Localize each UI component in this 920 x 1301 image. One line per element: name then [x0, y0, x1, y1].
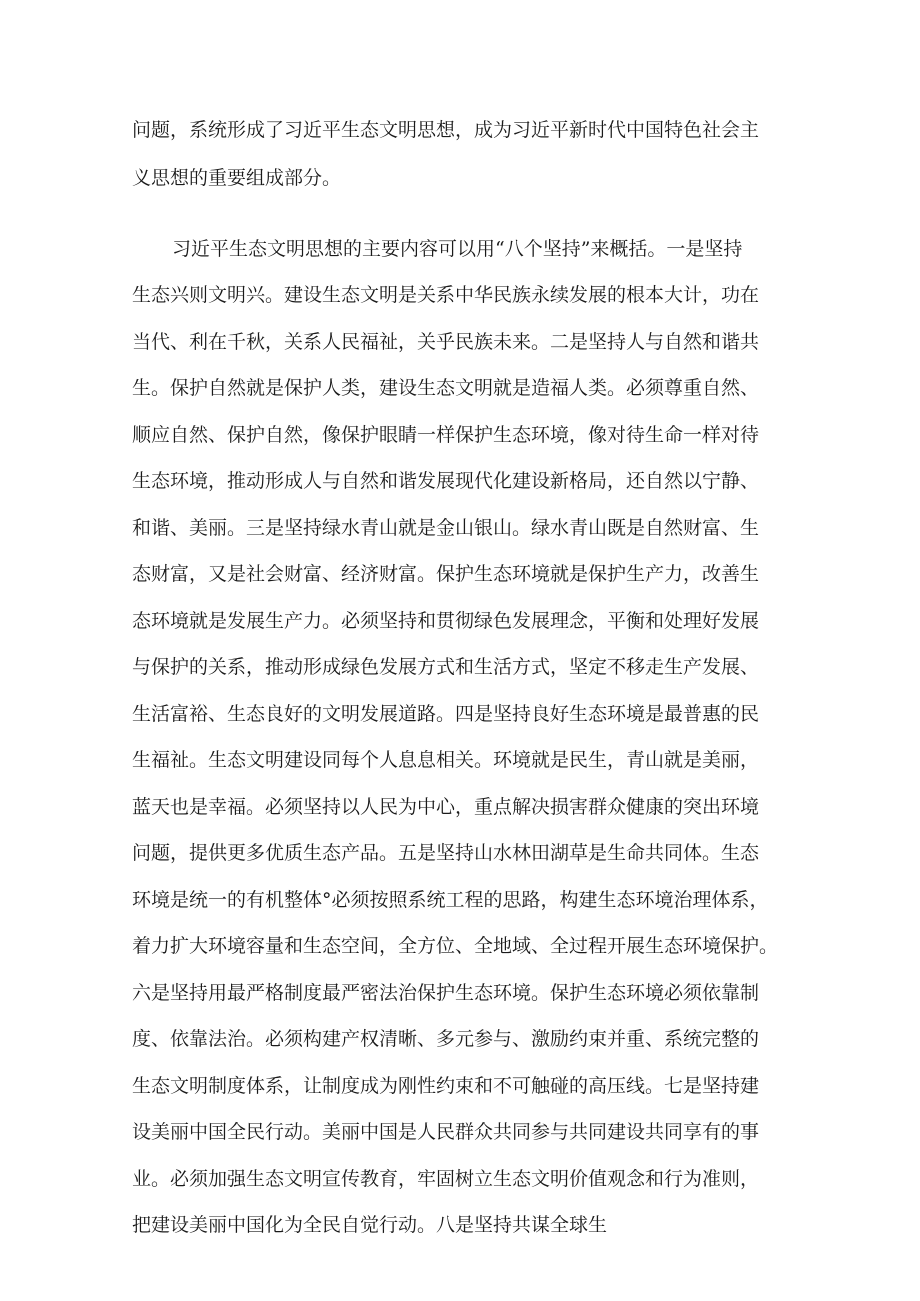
text-line: 生态兴则文明兴。建设生态文明是关系中华民族永续发展的根本大计，功在: [132, 284, 760, 306]
text-line: 当代、利在千秋，关系人民福祉，关乎民族未来。二是坚持人与自然和谐共: [132, 331, 760, 353]
text-line: 问题，系统形成了习近平生态文明思想，成为习近平新时代中国特色社会主: [132, 119, 760, 141]
text-line: 态财富，又是社会财富、经济财富。保护生态环境就是保护生产力，改善生: [132, 563, 760, 585]
text-line: 生态环境，推动形成人与自然和谐发展现代化建设新格局，还自然以宁静、: [132, 470, 760, 492]
text-line: 义思想的重要组成部分。: [132, 167, 342, 189]
text-line: 生态文明制度体系，让制度成为刚性约束和不可触碰的高压线。七是坚持建: [132, 1075, 760, 1097]
text-line: 业。必须加强生态文明宣传教育，牢固树立生态文明价值观念和行为准则，: [132, 1168, 760, 1190]
text-line: 着力扩大环境容量和生态空间，全方位、全地域、全过程开展生态环境保护。: [132, 935, 779, 957]
text-line: 把建设美丽中国化为全民自觉行动。八是坚持共谋全球生: [132, 1214, 608, 1236]
text-line: 与保护的关系，推动形成绿色发展方式和生活方式，坚定不移走生产发展、: [132, 656, 760, 678]
text-line: 六是坚持用最严格制度最严密法治保护生态环境。保护生态环境必须依靠制: [132, 982, 760, 1004]
text-line: 蓝天也是幸福。必须坚持以人民为中心，重点解决损害群众健康的突出环境: [132, 796, 760, 818]
text-line: 问题，提供更多优质生态产品。五是坚持山水林田湖草是生命共同体。生态: [132, 842, 760, 864]
text-line: 态环境就是发展生产力。必须坚持和贯彻绿色发展理念，平衡和处理好发展: [132, 610, 760, 632]
text-line: 顺应自然、保护自然，像保护眼睛一样保护生态环境，像对待生命一样对待: [132, 424, 760, 446]
text-line: 度、依靠法治。必须构建产权清晰、多元参与、激励约束并重、系统完整的: [132, 1028, 760, 1050]
text-line: 习近平生态文明思想的主要内容可以用“八个坚持”来概括。一是坚持: [172, 238, 743, 260]
text-line: 设美丽中国全民行动。美丽中国是人民群众共同参与共同建设共同享有的事: [132, 1121, 760, 1143]
text-line: 生福祉。生态文明建设同每个人息息相关。环境就是民生，青山就是美丽，: [132, 749, 760, 771]
text-line: 生活富裕、生态良好的文明发展道路。四是坚持良好生态环境是最普惠的民: [132, 703, 760, 725]
text-line: 生。保护自然就是保护人类，建设生态文明就是造福人类。必须尊重自然、: [132, 377, 760, 399]
text-line: 环境是统一的有机整体°必须按照系统工程的思路，构建生态环境治理体系，: [132, 889, 769, 911]
text-line: 和谐、美丽。三是坚持绿水青山就是金山银山。绿水青山既是自然财富、生: [132, 517, 760, 539]
